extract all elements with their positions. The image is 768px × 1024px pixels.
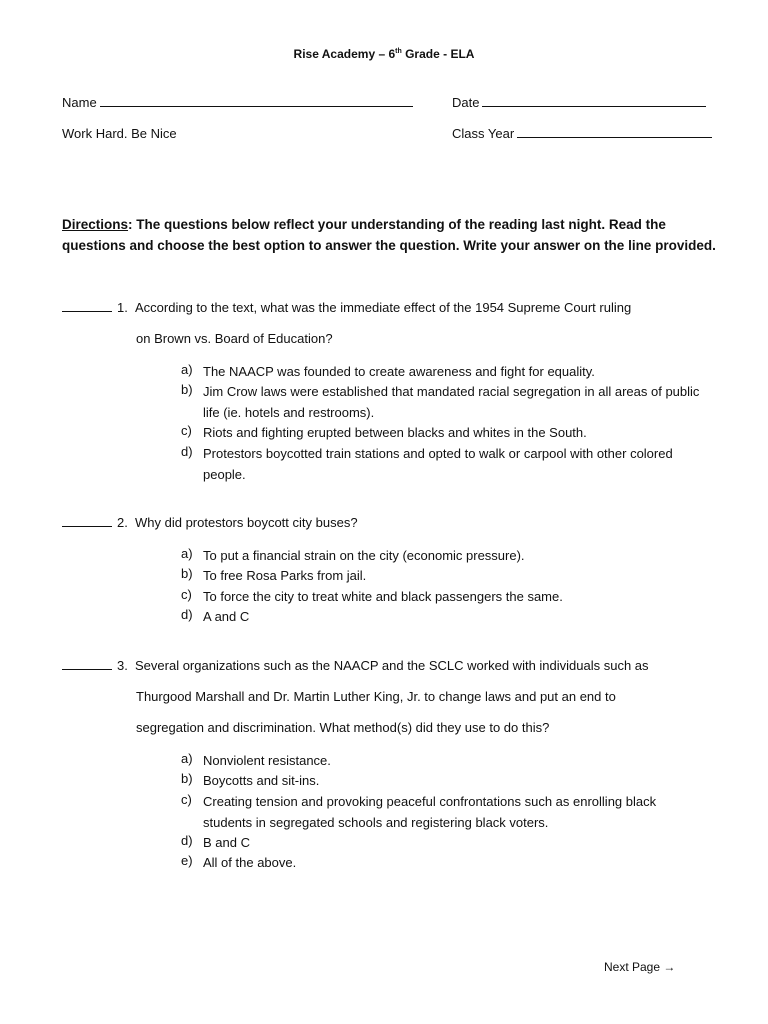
option-letter: c) xyxy=(181,587,192,602)
option-text: B and C xyxy=(203,835,250,850)
class-year-blank-line[interactable] xyxy=(517,126,712,138)
question-2-answer-blank[interactable] xyxy=(62,515,112,527)
question-3-line-1 xyxy=(62,658,649,673)
question-3-text-1: Several organizations such as the NAACP and the SCLC worked with individuals such as xyxy=(135,658,649,673)
question-1-number: 1. xyxy=(117,300,128,315)
option-text: Riots and fighting erupted between blacks and whites in the South. xyxy=(203,425,587,440)
option-letter: d) xyxy=(181,833,193,848)
next-page-label: Next Page xyxy=(604,960,661,974)
option-text: To put a financial strain on the city (economic pressure). xyxy=(203,548,525,563)
name-blank-line[interactable] xyxy=(100,95,413,107)
question-3-line-3: segregation and discrimination. What method(s) did they use to do this? xyxy=(136,720,550,735)
option-text: To free Rosa Parks from jail. xyxy=(203,568,367,583)
option-text: Nonviolent resistance. xyxy=(203,753,331,768)
option-letter: a) xyxy=(181,546,193,561)
option-letter: c) xyxy=(181,792,192,807)
option-letter: b) xyxy=(181,382,193,397)
option-text: Boycotts and sit-ins. xyxy=(203,773,320,788)
question-2-text-1: Why did protestors boycott city buses? xyxy=(135,515,358,530)
option-text: All of the above. xyxy=(203,855,297,870)
name-field xyxy=(62,95,413,110)
option-letter: d) xyxy=(181,444,193,459)
option-letter: d) xyxy=(181,607,193,622)
question-2-line-1 xyxy=(62,515,358,530)
option-text: To force the city to treat white and black passengers the same. xyxy=(203,589,563,604)
option-text: Creating tension and provoking peaceful confrontations such as enrolling black students in segregated schools and registering black voters. xyxy=(203,794,657,830)
title-superscript: th xyxy=(395,48,402,55)
option-letter: b) xyxy=(181,566,193,581)
option-letter: a) xyxy=(181,362,193,377)
name-label: Name xyxy=(62,95,97,110)
next-page-link[interactable] xyxy=(604,960,675,974)
question-1-text-1: According to the text, what was the immediate effect of the 1954 Supreme Court ruling xyxy=(135,300,632,315)
option-letter: a) xyxy=(181,751,193,766)
motto: Work Hard. Be Nice xyxy=(62,126,177,141)
option-text: The NAACP was founded to create awareness and fight for equality. xyxy=(203,364,595,379)
directions-lead: Directions xyxy=(62,217,129,232)
question-1-line-1 xyxy=(62,300,631,315)
directions xyxy=(62,215,722,256)
worksheet-title xyxy=(0,47,768,61)
option-text: A and C xyxy=(203,609,250,624)
question-3-line-2: Thurgood Marshall and Dr. Martin Luther King, Jr. to change laws and put an end to xyxy=(136,689,616,704)
directions-text: : The questions below reflect your understanding of the reading last night. Read the questions and choose the best option to answer the question. Write your answer on the line provided. xyxy=(62,217,716,253)
class-year-label: Class Year xyxy=(452,126,515,141)
date-label: Date xyxy=(452,95,480,110)
option-text: Protestors boycotted train stations and opted to walk or carpool with other colored people. xyxy=(203,446,673,482)
question-1-line-2: on Brown vs. Board of Education? xyxy=(136,331,333,346)
title-text-post: Grade - ELA xyxy=(401,47,475,61)
class-year-field xyxy=(452,126,712,141)
option-letter: b) xyxy=(181,771,193,786)
arrow-right-icon: → xyxy=(663,960,676,974)
question-2-number: 2. xyxy=(117,515,128,530)
date-blank-line[interactable] xyxy=(482,95,706,107)
question-1-answer-blank[interactable] xyxy=(62,300,112,312)
question-3-answer-blank[interactable] xyxy=(62,658,112,670)
title-text-pre: Rise Academy – 6 xyxy=(293,47,396,61)
option-text: Jim Crow laws were established that mandated racial segregation in all areas of public life (ie. hotels and restrooms). xyxy=(203,384,700,420)
option-letter: c) xyxy=(181,423,192,438)
date-field xyxy=(452,95,706,110)
question-3-number: 3. xyxy=(117,658,128,673)
option-letter: e) xyxy=(181,853,193,868)
